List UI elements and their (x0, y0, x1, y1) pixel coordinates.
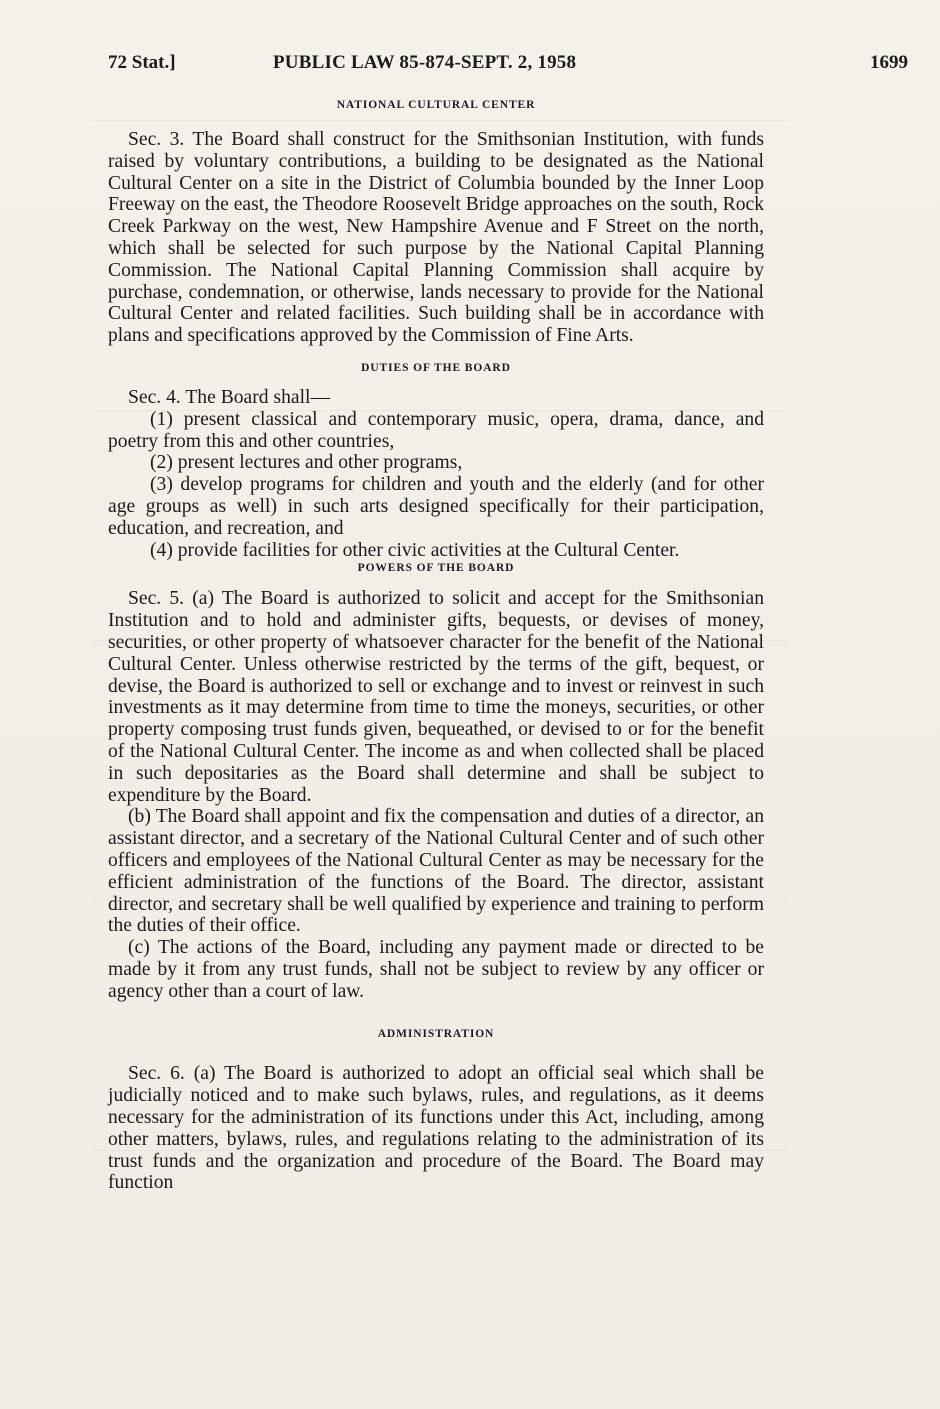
section-5a-paragraph: Sec. 5. (a) The Board is authorized to solicit and accept for the Smithsonian Institution and to hold and administer gifts, bequests, or devises of money, securities, or other property of whatsoever character for the benefit of the National Cultural Center. Unless otherwise restricted by the terms of the gift, bequest, or devise, the Board is authorized to sell or exchange and to invest or reinvest in such investments as it may determine from time to time the moneys, securities, or other property composing trust funds given, bequeathed, or devised to or for the benefit of the National Cultural Center. The income as and when collected shall be placed in such depositaries as the Board shall determine and shall be subject to expenditure by the Board. (108, 588, 764, 806)
duty-item-3: (3) develop programs for children and youth and the elderly (and for other age groups as well) in such arts designed specifically for their participation, education, and recreation, and (108, 474, 764, 539)
section-heading-duties: DUTIES OF THE BOARD (361, 361, 511, 374)
document-body (108, 98, 764, 1194)
section-heading-administration: ADMINISTRATION (377, 1028, 495, 1041)
duty-item-4: (4) provide facilities for other civic activities at the Cultural Center. (150, 539, 680, 561)
statute-volume: 72 Stat.] (108, 52, 176, 73)
duty-item-1: (1) present classical and contemporary music, opera, drama, dance, and poetry from this and other countries, (108, 408, 764, 452)
section-5c-paragraph: (c) The actions of the Board, including any payment made or directed to be made by it from any trust funds, shall not be subject to review by any officer or agency other than a court of law. (108, 937, 764, 1002)
section-3-paragraph: Sec. 3. The Board shall construct for the Smithsonian Institution, with funds raised by voluntary contributions, a building to be designated as the National Cultural Center on a site in the District of Columbia bounded by the Inner Loop Freeway on the east, the Theodore Roosevelt Bridge approaches on the south, Rock Creek Parkway on the west, New Hampshire Avenue and F Street on the north, which shall be selected for such purpose by the National Capital Planning Commission. The National Capital Planning Commission shall acquire by purchase, condemnation, or otherwise, lands necessary to provide for the National Cultural Center and related facilities. Such building shall be in accordance with plans and specifications approved by the Commission of Fine Arts. (108, 129, 764, 347)
page-header (108, 52, 908, 82)
section-5b-paragraph: (b) The Board shall appoint and fix the compensation and duties of a director, an assistant director, and a secretary of the National Cultural Center and of such other officers and employees of the National Cultural Center as may be necessary for the efficient administration of the functions of the Board. The director, assistant director, and secretary shall be well qualified by experience and training to perform the duties of their office. (108, 806, 764, 937)
law-title: PUBLIC LAW 85-874-SEPT. 2, 1958 (273, 52, 577, 73)
duty-item-2: (2) present lectures and other programs, (150, 452, 463, 474)
page-number: 1699 (870, 52, 908, 73)
section-heading-powers: POWERS OF THE BOARD (357, 562, 515, 575)
section-heading-national-cultural-center: NATIONAL CULTURAL CENTER (336, 99, 536, 111)
section-4-intro: Sec. 4. The Board shall— (128, 386, 331, 408)
section-6a-paragraph: Sec. 6. (a) The Board is authorized to adopt an official seal which shall be judicially noticed and to make such bylaws, rules, and regulations, as it deems necessary for the administration of its functions under this Act, including, among other matters, bylaws, rules, and regulations relating to the administration of its trust funds and the organization and procedure of the Board. The Board may function (108, 1063, 764, 1194)
